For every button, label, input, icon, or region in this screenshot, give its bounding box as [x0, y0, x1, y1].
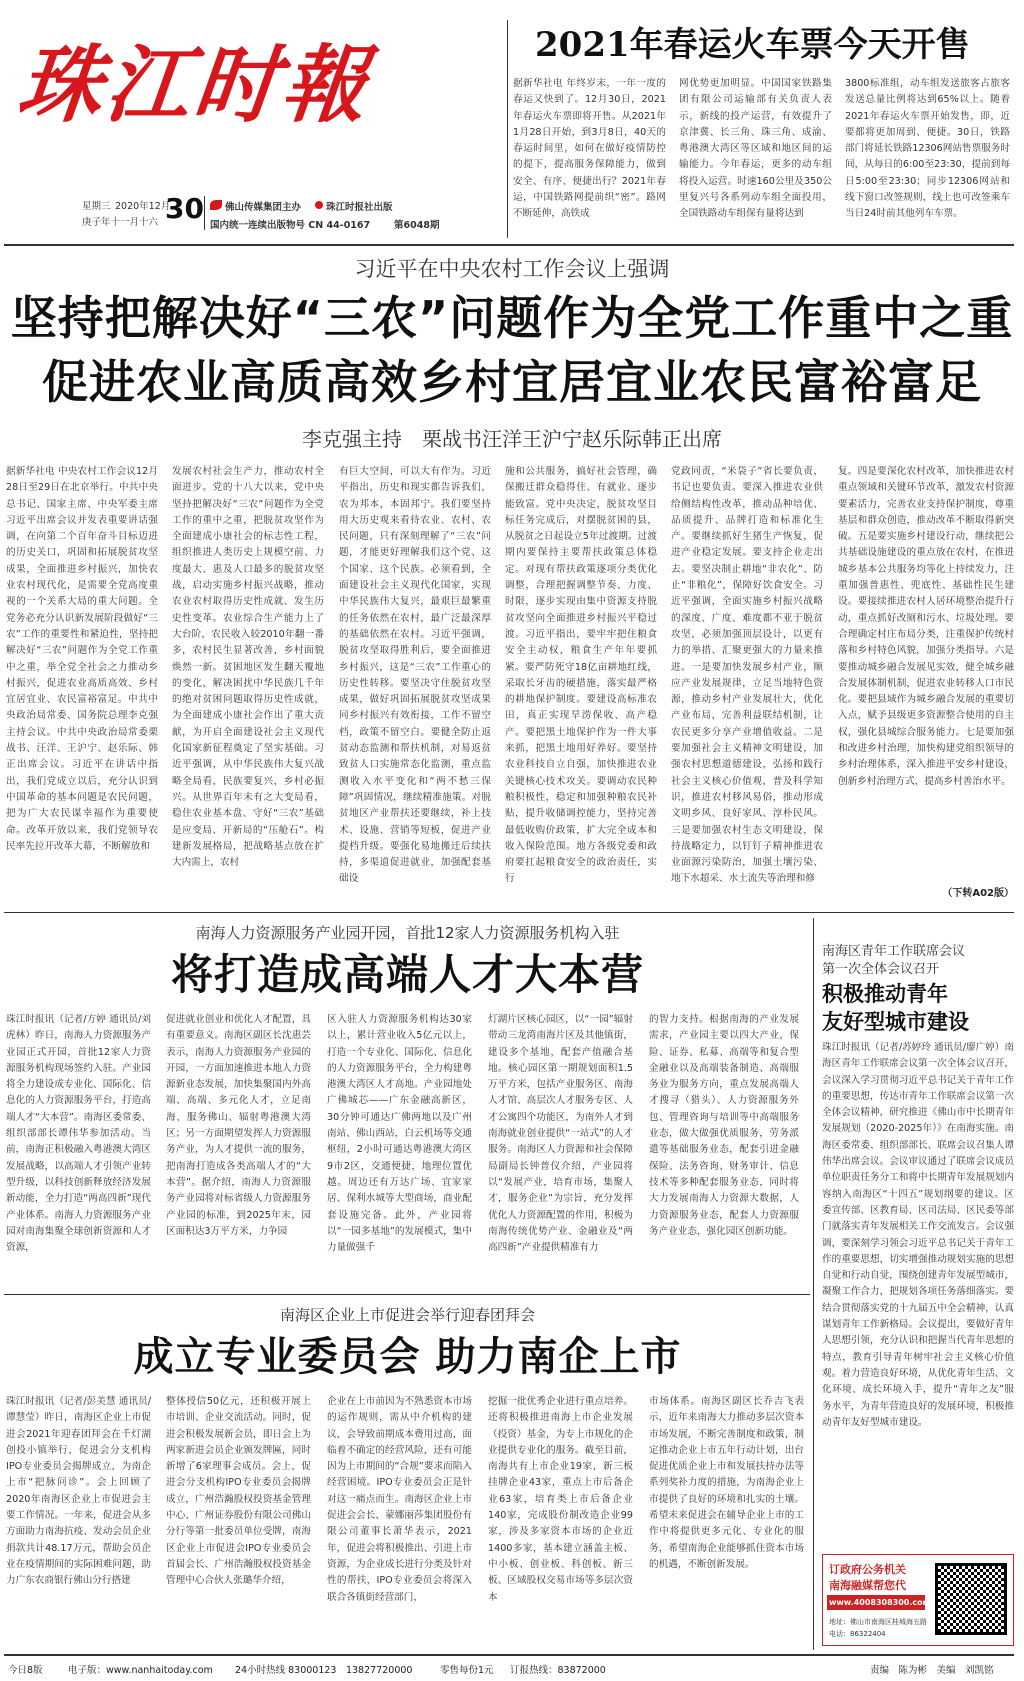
- masthead-vertical-rule: [507, 20, 508, 238]
- sidebar-vertical-rule: [813, 918, 814, 1650]
- footer-rule: [4, 1654, 1014, 1656]
- lead-headline-1: 坚持把解决好“三农”问题作为全党工作重中之重: [10, 291, 1014, 345]
- lead-col-3: 有巨大空间，可以大有作为。习近平指出，历史和现实都告诉我们，农为邦本，本固邦宁。我们要坚持用大历史观来看待农业、农村、农民问题，只有深刻理解了“三农”问题，才能更好理解我们这个党、这个国家、这个民族。必须看到，全面建设社会主义现代化国家，实现中华民族伟大复兴，最艰巨最繁重的任务依然在农村，最广泛最深厚的基础依然在农村。习近平强调，脱贫攻坚取得胜利后，要全面推进乡村振兴，这是“三农”工作重心的历史性转移。要坚决守住脱贫攻坚成果，做好巩固拓展脱贫攻坚成果同乡村振兴有效衔接，工作不留空档，政策不留空白。要健全防止返贫动态监测和帮扶机制，对易返贫致贫人口实施常态化监测，重点监测收入水平变化和“两不愁三保障”巩固情况，继续精准施策。对脱贫地区产业帮扶还要继续，补上技术、设施、营销等短板，促进产业提档升级。要强化易地搬迁后续扶持，多渠道促进就业，加强配套基础设: [339, 466, 491, 885]
- ipo-col-5: 市场体系。南海区副区长乔吉飞表示，近年来南海大力推动多层次资本市场发展，不断完善制度和政策，制定推动企业上市五年行动计划，出台促进优质企业上市和发展扶持办法等系列奖补力度的措施，为南海企业上市提供了良好的环境和扎实的土壤。希望未来促进会在辅导企业上市的工作中将提供更多元化、专业化的服务，希望南海企业能够抓住资本市场的机遇，不断创新发展。: [649, 1396, 804, 1570]
- ad-address: 地址：佛山市南海区桂城海五路: [829, 1618, 927, 1626]
- ipo-col-1: 珠江时报讯（记者/彭美慧 通讯员/谭慧莹）昨日，南海区企业上市促进会2021年迎春团拜会在千灯湖创投小镇举行，促进会分支机构IPO专业委员会揭牌成立，为南企上市“把脉问诊”。会上回顾了2020年南海区企业上市促进会主要工作情况。一年来，促进会从多方面助力南海抗疫、发动会员企业捐款共计48.17万元，帮助会员企业在疫情期间的实际困难问题，助力广东农商银行佛山分行搭建: [6, 1396, 151, 1587]
- masthead-divider: [204, 196, 205, 230]
- top-story-headline: 2021年春运火车票今天开售: [535, 25, 970, 65]
- footer-price: 零售每份1元: [440, 1665, 494, 1676]
- footer-hotline: 24小时热线 83000123 13827720000: [235, 1665, 413, 1676]
- ad-sub: 南海融媒帮您代: [829, 1579, 906, 1592]
- sidebar-advertisement[interactable]: [822, 1554, 1014, 1646]
- newspaper-masthead-logo: 珠江时報: [12, 35, 376, 134]
- ipo-col-2: 整体授信50亿元，还积极开展上市培训、企业交流活动。同时，促进会积极发展新会员，即日会上为两家新进会员企业颁发牌匾，同时新增了6家理事会成员。会上，促进会分支机构IPO专业委员会揭牌成立，广州浩瀚股权投资基金管理中心、广州证券股份有限公司佛山分行等第一批委员单位受牌，南海区企业上市促进会IPO专业委员会首届会长、广州浩瀚股权投资基金管理中心合伙人张璐华介绍，: [166, 1396, 311, 1587]
- sidebar-kicker-2: 第一次全体会议召开: [822, 962, 940, 977]
- masthead-publisher: 珠江时报社出版: [326, 202, 393, 213]
- lead-subline: 李克强主持 栗战书汪洋王沪宁赵乐际韩正出席: [302, 427, 722, 451]
- masthead-sponsor: 佛山传媒集团主办: [225, 202, 302, 213]
- sidebar-headline-2: 友好型城市建设: [822, 1010, 969, 1034]
- ipo-kicker: 南海区企业上市促进会举行迎春团拜会: [279, 1306, 535, 1324]
- sidebar-headline-1: 积极推动青年: [822, 982, 948, 1006]
- ad-label: 订政府公务机关: [829, 1563, 906, 1576]
- ad-tel: 电话：86322404: [829, 1630, 886, 1638]
- footer-epaper[interactable]: 电子版：www.nanhaitoday.com: [68, 1665, 213, 1676]
- qr-code-icon[interactable]: [935, 1563, 1007, 1635]
- lead-col-6: 复。四是要深化农村改革，加快推进农村重点领域和关键环节改革，激发农村资源要素活力，完善农业支持保护制度，尊重基层和群众创造，推动改革不断取得新突破。五是要实施乡村建设行动，继续把公共基础设施建设的重点放在农村，在推进城乡基本公共服务均等化上持续发力，注重加强普惠性、兜底性、基础性民生建设。要接续推进农村人居环境整治提升行动，重点抓好改厕和污水、垃圾处理。要合理确定村庄布局分类，注重保护传统村落和乡村特色风貌，加强分类指导。六是要推动城乡融合发展见实效，健全城乡融合发展体制机制，促进农业转移人口市民化。要把县域作为城乡融合发展的重要切入点，赋予县级更多资源整合使用的自主权，强化县城综合服务能力。七是要加强和改进乡村治理，加快构建党组织领导的乡村治理体系，深入推进平安乡村建设，创新乡村治理方式，提高乡村善治水平。: [838, 466, 1014, 787]
- ad-phone[interactable]: www.4008308300.com: [827, 1595, 925, 1610]
- lead-col-1: 据新华社电 中央农村工作会议12月28日至29日在北京举行。中共中央总书记、国家主席、中央军委主席习近平出席会议并发表重要讲话强调，在向第二个百年奋斗目标迈进的历史关口，巩固和拓展脱贫攻坚成果，全面推进乡村振兴，加快农业农村现代化，是需要全党高度重视的一个关系大局的重大问题。全党务必充分认识新发展阶段做好“三农”工作的重要性和紧迫性，坚持把解决好“三农”问题作为全党工作重中之重，举全党全社会之力推动乡村振兴，促进农业高质高效、乡村宜居宜业、农民富裕富足。中共中央政治局常委、国务院总理李克强主持会议。中共中央政治局常委栗战书、汪洋、王沪宁、赵乐际、韩正出席会议。习近平在讲话中指出，我们党成立以后，充分认识到中国革命的基本问题是农民问题，把为广大农民谋幸福作为重要使命。改革开放以来，我们党领导农民率先拉开改革大幕，不断解放和: [6, 466, 158, 852]
- hr-headline: 将打造成高端人才大本营: [170, 950, 644, 999]
- hr-bottom-rule: [4, 1294, 810, 1295]
- footer-editor: 责编 陈为彬 美编 刘凯铭: [870, 1665, 994, 1676]
- lead-col-2: 发展农村社会生产力，推动农村全面进步。党的十八大以来，党中央坚持把解决好“三农”问题作为全党工作的重中之重，把脱贫攻坚作为全面建成小康社会的标志性工程，组织推进人类历史上规模空前、力度最大、惠及人口最多的脱贫攻坚战，启动实施乡村振兴战略，推动农业农村取得历史性成就、发生历史性变革。农业综合生产能力上了大台阶，农民收入较2010年翻一番多，农村民生显著改善，乡村面貌焕然一新。贫困地区发生翻天覆地的变化，解决困扰中华民族几千年的绝对贫困问题取得历史性成就，为全面建成小康社会作出了重大贡献，为开启全面建设社会主义现代化国家新征程奠定了坚实基础。习近平强调，从中华民族伟大复兴战略全局看，民族要复兴，乡村必振兴。从世界百年未有之大变局看，稳住农业基本盘、守好“三农”基础是应变局、开新局的“压舱石”。构建新发展格局，把战略基点放在扩大内需上，农村: [172, 466, 324, 869]
- top-story-col-3: 3800标准组，动车组发送旅客占旅客发送总量比例将达到65%以上。随着2021年春运火车票开始发售，即，近要都将更加周到、便捷。30日，铁路部门将延长铁路12306网站售票服务时间，从每日的6:00至23:30，提前到每日5:00至23:30；同步12306网站和线下窗口改签规则，线上也可改签乘车当日24时前其他列车车票。: [845, 78, 1010, 220]
- footer-order: 订报热线：83872000: [510, 1665, 606, 1676]
- hr-col-2: 促进就业创业和优化人才配置，具有重要意义。南海区副区长沈惠芸表示，南海人力资源服务产业园的开园，一方面加速推进本地人力资源新业态发展，加快集聚国内外高端、高端、多元化人才，立足南海、服务佛山、辐射粤港澳大湾区；另一方面期望发挥人力资源服务产业，为人才提供一流的服务，把南海打造成各类高端人才的“大本营”。据介绍，南海人力资源服务产业园将对标省级人力资源服务产业园的标准，到2025年末，园区面积达3万平方米，力争园: [166, 1014, 311, 1237]
- masthead-date: 2020年12月: [115, 201, 171, 212]
- sidebar-body: 珠江时报讯（记者/苏婷玲 通讯员/廖广婷）南海区青年工作联席会议第一次全体会议召开，会议深入学习贯彻习近平总书记关于青年工作的重要思想，传达市青年工作联席会议第一次全体会议精神，研究推进《佛山市中长期青年发展规划（2020-2025年）》在南海实施。南海区委常委、组织部部长、联席会议召集人谭伟华出席会议。会议审议通过了联席会议成员单位职责任务分工和将中长期青年发展规划内容纳入南海区“十四五”规划纲要的建议。区委宣传部、区教育局、区司法局、区民委等部门就落实青年发展相关工作交流发言。会议强调，要深刻学习领会习近平总书记关于青年工作的重要思想，切实增强推动规划实施的思想自觉和行动自觉，围绕创建青年发展型城市，凝聚工作合力，把规划各项任务落细落实。要结合贯彻落实党的十九届五中全会精神，认真谋划青年工作新格局。会议提出，要做好青年人思想引领，充分认识和把握当代青年思想的特点，教育引导青年树牢社会主义核心价值观。着力营造良好环境，从优化青年生活、文化环境、成长环境入手，提升“青年之友”服务水平，为青年营造良好的发展环境，积极推动青年友好型城市建设。: [822, 1042, 1014, 1428]
- hr-col-5: 的智力支持。根据南海的产业发展需求，产业园主要以四大产业，保险、证券、私募、高端等和复合型金融业以及高端装备制造、高端服务业为服务方向，重点发展高端人才搜寻（猎头）、人力资源服务外包、管理咨询与培训等中高端服务业态，做大做强优质服务，劳务派遣等基础服务业态，配套引进金融保险、法务咨询、财务审计、信息技术等多种配套服务业态，同时将大力发展南海人力资源大数据，人力资源服务业态，配套人力资源服务产业业态，强化园区创新功能。: [649, 1014, 799, 1237]
- lead-headline-2: 促进农业高质高效乡村宜居宜业农民富裕富足: [42, 355, 982, 409]
- lead-col-5: 党政同责，“米袋子”省长要负责，书记也要负责。要深入推进农业供给侧结构性改革，推动品种培优、品质提升、品牌打造和标准化生产。要继续抓好生猪生产恢复，促进产业稳定发展。要支持企业走出去。要坚决制止耕地“非农化”、防止“非粮化”，保障好饮食安全。习近平强调，全面实施乡村振兴战略的深度、广度、难度都不亚于脱贫攻坚，必须加强顶层设计，以更有力的举措、汇聚更强大的力量来推进。一是要加快发展乡村产业，顺应产业发展规律，立足当地特色资源，推动乡村产业发展壮大，优化产业布局，完善利益联结机制，让农民更多分享产业增值收益。二是要加强社会主义精神文明建设，加强农村思想道德建设，弘扬和践行社会主义核心价值观，普及科学知识，推进农村移风易俗，推动形成文明乡风、良好家风、淳朴民风。三是要加强农村生态文明建设，保持战略定力，以钉钉子精神推进农业面源污染防治，加强土壤污染、地下水超采、水土流失等治理和修: [671, 466, 823, 885]
- hr-col-3: 区入驻人力资源服务机构达30家以上，累计营业收入5亿元以上，打造一个专业化、国际化、信息化的人力资源服务平台，全力构建粤港澳大湾区人才高地。产业园地处广佛城芯——广东金融高新区，30分钟可通达广佛两地以及广州南站、佛山西站，白云机场等交通枢纽，2小时可通达粤港澳大湾区9市2区，交通便捷，地理位置优越。周边还有万达广场、宜家家居、保利水城等大型商场，商业配套设施完备。此外，产业园将以“一园多基地”的发展模式，集中力量做强千: [327, 1014, 472, 1254]
- sidebar-kicker-1: 南海区青年工作联席会议: [822, 944, 966, 959]
- lead-bottom-rule: [4, 912, 1014, 913]
- ipo-col-4: 挖掘一批优秀企业进行重点培养。还将积极推进南海上市企业发展（投资）基金，为专上市规化的企业提供专业化的服务。截至目前，南海共有上市企业19家，新三板挂牌企业43家，重点上市后备企业63家，培育类上市后备企业140家，完成股份制改造企业99家，涉及多家资本市场的企业近1400多家，基本建立涵盖主板、中小板、创业板、科创板、新三板、区域股权交易市场等多层次资本: [488, 1396, 633, 1603]
- ipo-headline: 成立专业委员会 助力南企上市: [133, 1334, 682, 1380]
- masthead-cn-number: 国内统一连续出版物号 CN 44-0167: [210, 220, 371, 231]
- top-story-col-1: 据新华社电 年终岁末，一年一度的春运又快到了。12月30日，2021年春运火车票即将开售。从2021年1月28日开始，到3月8日，40天的春运时间里，如何在做好疫情防控的提下，提高服务保障能力，做到安全、有序、便捷出行？2021年春运，中国铁路网提前织“密”。路网不断延伸，高铁成: [513, 78, 666, 220]
- footer-pages: 今日8版: [8, 1665, 43, 1676]
- publisher-logo-icon: [315, 201, 323, 209]
- lead-kicker: 习近平在中央农村工作会议上强调: [354, 257, 670, 281]
- hr-kicker: 南海人力资源服务产业园开园，首批12家人力资源服务机构入驻: [195, 924, 620, 942]
- group-logo-icon: [210, 200, 222, 210]
- hr-col-1: 珠江时报讯（记者/方婷 通讯员/刘虎林）昨日，南海人力资源服务产业园正式开园，首批12家人力资源服务机构现场签约入驻。产业园将全力建设成专业化、国际化、信息化的人力资源服务平台，打造高端人才“大本营”。南海区委常委、组织部部长谭伟华参加活动。当前，南海正积极融入粤港澳大湾区发展战略，以高端人才引领产业转型升级，以科技创新释放经济发展新动能，全力打造“两高四新”现代产业体系。南海人力资源服务产业园对南海集聚全球创新资源和人才资源，: [6, 1014, 151, 1254]
- masthead-lunar-date: 庚子年十一月十六: [82, 217, 159, 228]
- lead-jump-line: （下转A02版）: [942, 888, 1014, 899]
- masthead-weekday: 星期三: [82, 201, 111, 212]
- masthead-bottom-rule: [4, 244, 1014, 246]
- lead-col-4: 施和公共服务，搞好社会管理，确保搬迁群众稳得住、有就业、逐步能致富。党中央决定，脱贫攻坚目标任务完成后，对摆脱贫困的县，从脱贫之日起设立5年过渡期。过渡期内要保持主要帮扶政策总体稳定。对现有帮扶政策逐项分类优化调整，合理把握调整节奏、力度、时限，逐步实现由集中资源支持脱贫攻坚向全面推进乡村振兴平稳过渡。习近平指出，要牢牢把住粮食安全主动权，粮食生产年年要抓紧。要严防死守18亿亩耕地红线，采取长牙齿的硬措施，落实最严格的耕地保护制度。要建设高标准农田，真正实现旱涝保收、高产稳产。要把黑土地保护作为一件大事来抓，把黑土地用好养好。要坚持农业科技自立自强，加快推进农业关键核心技术攻关。要调动农民种粮积极性，稳定和加强种粮农民补贴，提升收储调控能力，坚持完善最低收购价政策，扩大完全成本和收入保险范围。地方各级党委和政府要扛起粮食安全的政治责任，实行: [505, 466, 657, 885]
- ipo-col-3: 企业在上市前因为不熟悉资本市场的运作规则，需从中介机构的建议，会导致前期成本费用过高，面临着不确定的经营风险，还有可能因为上市期间的“合规”要求而陷入经营困境。IPO专业委员会正是针对这一痛点而生。南海区企业上市促进会会长、蒙娜丽莎集团股份有限公司董事长萧华表示，2021年，促进会将积极推出、引进上市资源，为企业成长进行分类及针对性的帮扶，IPO专业委员会将深入联合各镇街经营部门，: [327, 1396, 472, 1603]
- hr-col-4: 灯湖片区核心园区，以“一园”辐射带动三龙湾南海片区及其他镇街，建设多个基地，配套产值融合基地。核心园区第一期规划面积1.5万平方米，包括产业服务区、南海人才馆、高层次人才服务专区、人才公寓四个功能区，为南外人才到南海就业创业提供“一站式”的人才服务。南海区人力资源和社会保障局副局长钟普仪介绍，产业园将以“发展产业，培育市场，集聚人才，服务企业”为宗旨，充分发挥优化人力资源配置的作用，积极为南海传统优势产业、金融业及“两高四新”产业提供精准有力: [488, 1014, 633, 1254]
- top-story-col-2: 网优势更加明显。中国国家铁路集团有限公司运输部有关负责人表示，新线的投产运营，有效提升了京津冀、长三角、珠三角、成渝、粤港澳大湾区等区域和地区间的运输能力。今年春运，更多的动车组将投入运营。时速160公里及350公里复兴号各系列动车组全面投用，全国铁路动车组保有量将达到: [679, 78, 832, 220]
- masthead-day: 30: [165, 192, 204, 225]
- masthead-issue-number: 第6048期: [394, 220, 440, 231]
